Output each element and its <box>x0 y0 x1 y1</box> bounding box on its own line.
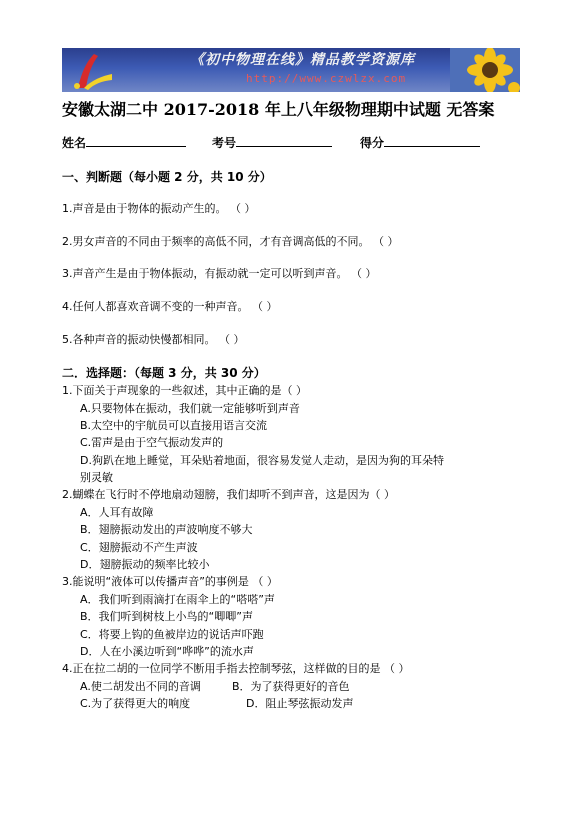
id-label: 考号 <box>212 136 237 150</box>
choice-q4-option-a: A.使二胡发出不同的音调 <box>80 680 201 693</box>
choice-q3-option-d: D．人在小溪边听到“哗哗”的流水声 <box>80 645 254 658</box>
id-blank <box>236 134 332 147</box>
section-1-heading: 一、判断题（每小题 2 分，共 10 分） <box>62 170 272 184</box>
choice-q1-option-b: B.太空中的宇航员可以直接用语言交流 <box>80 419 268 432</box>
choice-q2-option-b: B．翅膀振动发出的声波响度不够大 <box>80 523 253 536</box>
judgment-item-2: 2.男女声音的不同由于频率的高低不同，才有音调高低的不同。 （ ） <box>62 235 399 248</box>
section-2-heading: 二．选择题：（每题 3 分，共 30 分） <box>62 366 266 380</box>
score-label: 得分 <box>360 136 385 150</box>
choice-q2-option-a: A．人耳有故障 <box>80 506 154 519</box>
choice-q1-option-d: D.狗趴在地上睡觉，耳朵贴着地面，很容易发觉人走动，是因为狗的耳朵特 <box>80 454 444 467</box>
name-field <box>62 134 186 151</box>
score-field <box>360 134 480 151</box>
judgment-item-5: 5.各种声音的振动快慢都相同。 （ ） <box>62 333 245 346</box>
judgment-item-3: 3.声音产生是由于物体振动，有振动就一定可以听到声音。 （ ） <box>62 267 377 280</box>
banner-slogan: 《初中物理在线》精品教学资源库 <box>190 52 415 68</box>
choice-q2-stem: 2.蝴蝶在飞行时不停地扇动翅膀，我们却听不到声音，这是因为（ ） <box>62 488 395 501</box>
header-banner <box>62 48 520 92</box>
judgment-item-4: 4.任何人都喜欢音调不变的一种声音。 （ ） <box>62 300 278 313</box>
judgment-item-1: 1.声音是由于物体的振动产生的。 （ ） <box>62 202 256 215</box>
choice-q4-option-d: D．阻止琴弦振动发声 <box>246 697 354 710</box>
score-blank <box>384 134 480 147</box>
name-blank <box>86 134 186 147</box>
choice-q4-option-b: B．为了获得更好的音色 <box>232 680 350 693</box>
exam-title: 安徽太湖二中 2017-2018 年上八年级物理期中试题 无答案 <box>62 100 495 119</box>
sunflower-icon <box>450 48 520 92</box>
banner-url: http://www.czwlzx.com <box>246 72 407 85</box>
name-label: 姓名 <box>62 136 87 150</box>
choice-q4-option-c: C.为了获得更大的响度 <box>80 697 191 710</box>
choice-q1-option-c: C.雷声是由于空气振动发声的 <box>80 436 224 449</box>
choice-q1-stem: 1.下面关于声现象的一些叙述，其中正确的是（ ） <box>62 384 307 397</box>
id-field <box>212 134 332 151</box>
choice-q3-option-c: C．将要上钩的鱼被岸边的说话声吓跑 <box>80 628 264 641</box>
choice-q3-stem: 3.能说明“液体可以传播声音”的事例是 （ ） <box>62 575 278 588</box>
choice-q2-option-d: D．翅膀振动的频率比较小 <box>80 558 210 571</box>
choice-q1-option-d-cont: 别灵敏 <box>80 471 113 484</box>
choice-q2-option-c: C．翅膀振动不产生声波 <box>80 541 198 554</box>
choice-q3-option-b: B．我们听到树枝上小鸟的“唧唧”声 <box>80 610 253 623</box>
choice-q1-option-a: A.只要物体在振动，我们就一定能够听到声音 <box>80 402 300 415</box>
choice-q4-stem: 4.正在拉二胡的一位同学不断用手指去控制琴弦，这样做的目的是 （ ） <box>62 662 410 675</box>
logo-icon <box>68 50 114 92</box>
choice-q3-option-a: A．我们听到雨滴打在雨伞上的“嗒嗒”声 <box>80 593 275 606</box>
